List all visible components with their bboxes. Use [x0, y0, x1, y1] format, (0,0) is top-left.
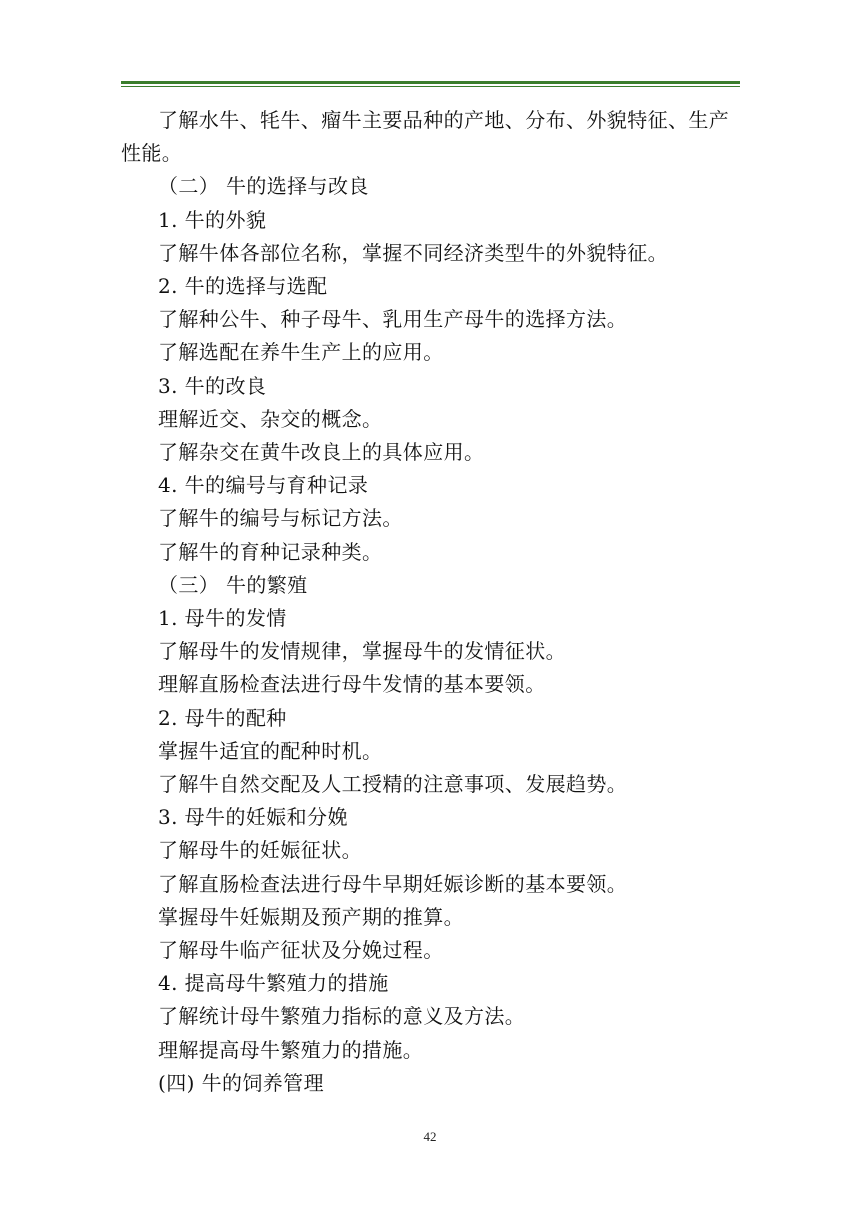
subheading-appearance: 1. 牛的外貌	[158, 207, 267, 232]
page-body	[121, 104, 741, 1100]
body-line: 了解种公牛、种子母牛、乳用生产母牛的选择方法。	[158, 307, 628, 332]
subheading-estrus: 1. 母牛的发情	[158, 606, 287, 631]
body-line: 了解选配在养牛生产上的应用。	[158, 340, 444, 365]
subheading-fertility: 4. 提高母牛繁殖力的措施	[158, 971, 389, 996]
subheading-improvement: 3. 牛的改良	[158, 373, 267, 398]
subheading-pregnancy: 3. 母牛的妊娠和分娩	[158, 805, 348, 830]
subheading-breeding: 2. 母牛的配种	[158, 705, 287, 730]
subheading-selection: 2. 牛的选择与选配	[158, 274, 328, 299]
header-rule	[121, 81, 740, 87]
body-line: 了解母牛临产征状及分娩过程。	[158, 938, 444, 963]
body-line: 掌握母牛妊娠期及预产期的推算。	[158, 904, 464, 929]
section-heading-2: （二） 牛的选择与改良	[158, 174, 369, 199]
subheading-records: 4. 牛的编号与育种记录	[158, 473, 369, 498]
body-line: 掌握牛适宜的配种时机。	[158, 738, 383, 763]
paragraph-breeds: 了解水牛、牦牛、瘤牛主要品种的产地、分布、外貌特征、生产性能。	[121, 108, 730, 166]
page-number: 42	[423, 1129, 437, 1144]
body-line: 理解近交、杂交的概念。	[158, 406, 383, 431]
body-line: 了解牛体各部位名称，掌握不同经济类型牛的外貌特征。	[158, 240, 668, 265]
section-heading-3: （三） 牛的繁殖	[158, 572, 308, 597]
body-line: 了解统计母牛繁殖力指标的意义及方法。	[158, 1004, 526, 1029]
body-line: 了解母牛的妊娠征状。	[158, 838, 362, 863]
section-heading-4: (四) 牛的饲养管理	[158, 1070, 324, 1095]
body-line: 了解直肠检查法进行母牛早期妊娠诊断的基本要领。	[158, 871, 628, 896]
body-line: 了解母牛的发情规律，掌握母牛的发情征状。	[158, 639, 566, 664]
body-line: 了解牛自然交配及人工授精的注意事项、发展趋势。	[158, 772, 628, 797]
body-line: 了解牛的育种记录种类。	[158, 539, 383, 564]
header-rule-thin	[121, 86, 740, 87]
header-rule-thick	[121, 81, 740, 84]
body-line: 理解直肠检查法进行母牛发情的基本要领。	[158, 672, 546, 697]
body-line: 了解牛的编号与标记方法。	[158, 506, 403, 531]
body-line: 理解提高母牛繁殖力的措施。	[158, 1037, 424, 1062]
body-line: 了解杂交在黄牛改良上的具体应用。	[158, 440, 485, 465]
